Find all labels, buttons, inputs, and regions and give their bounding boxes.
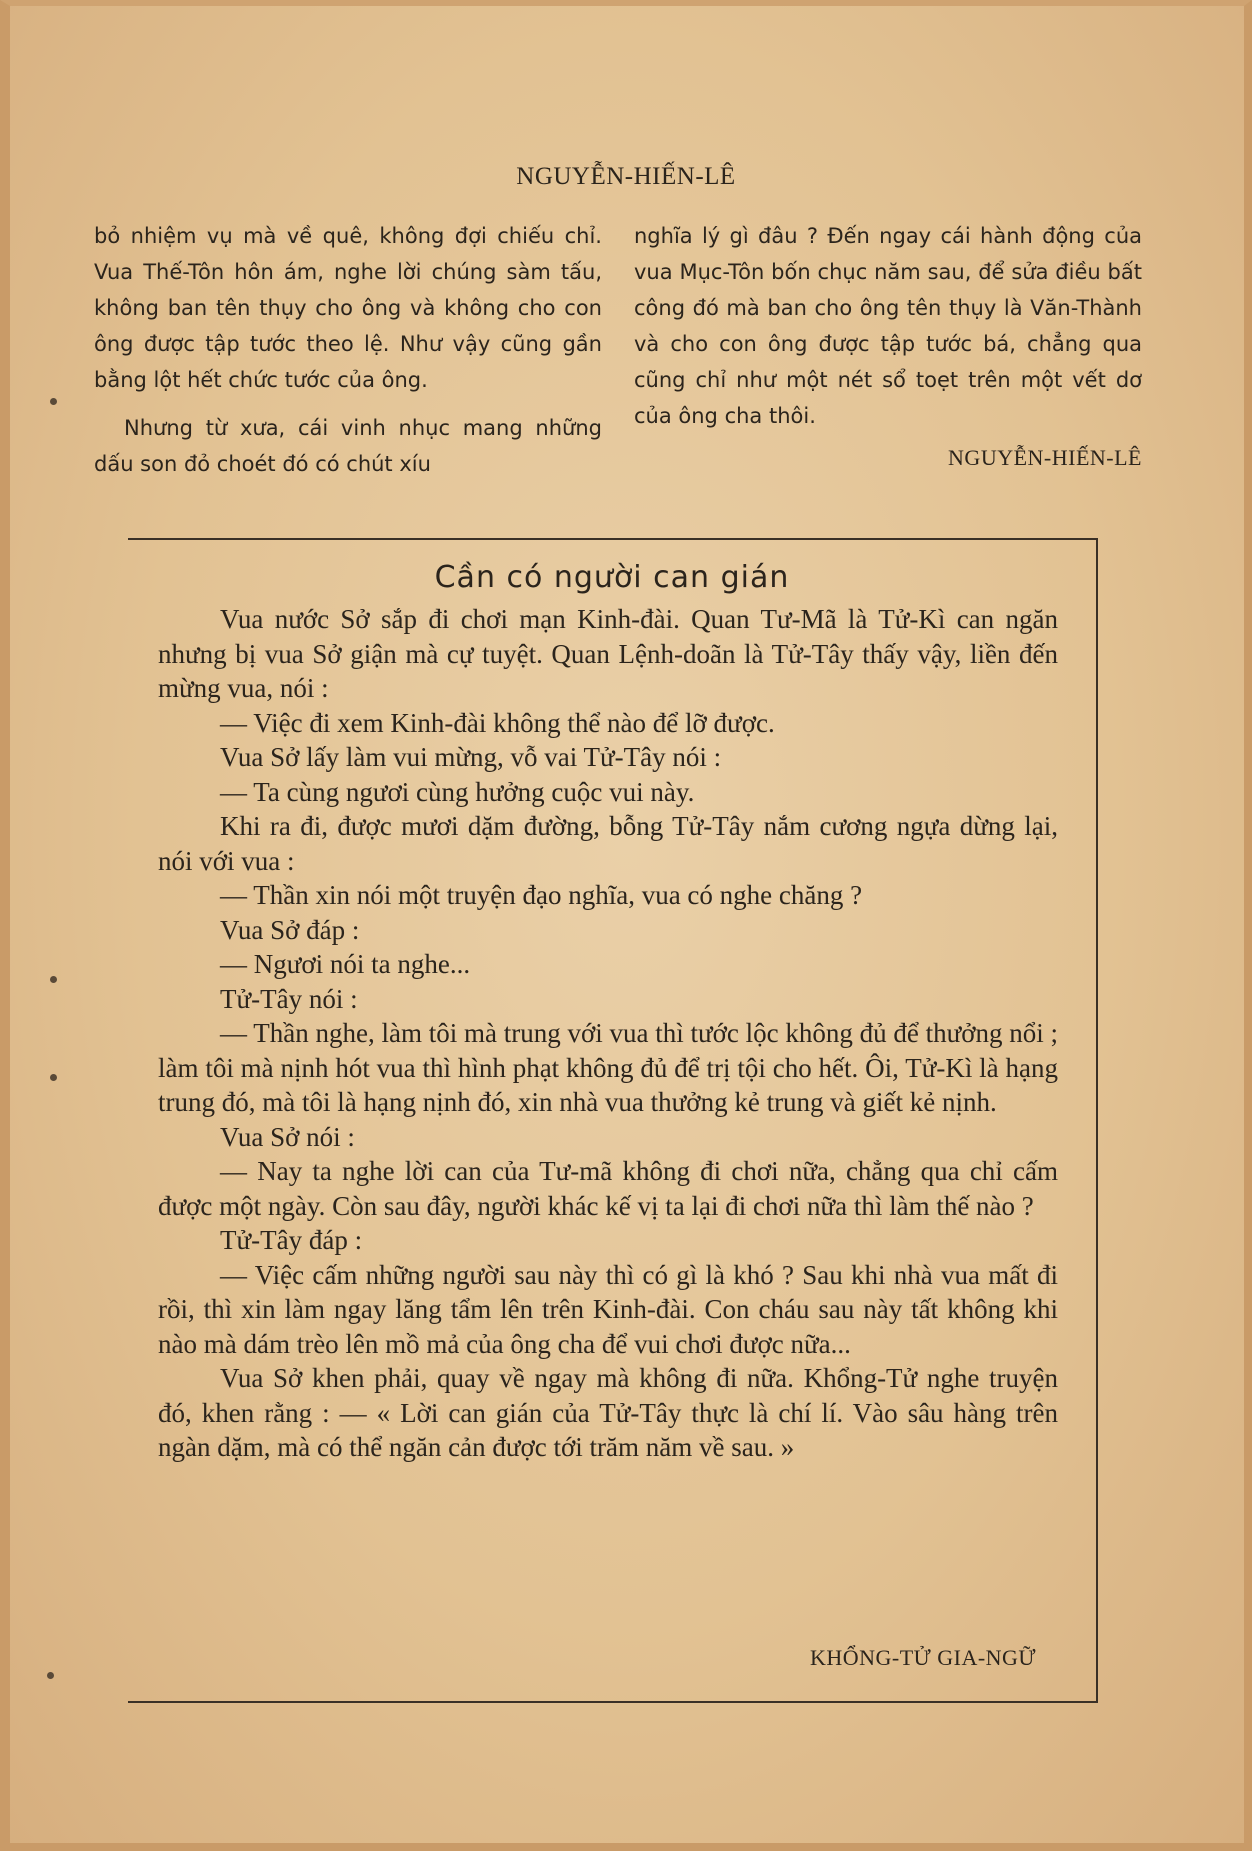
left-paragraph-2: Nhưng từ xưa, cái vinh nhục mang những dấu son đỏ choét đó có chút xíu bbox=[94, 416, 602, 476]
binding-hole-mark bbox=[50, 976, 57, 983]
box-paragraph: — Việc đi xem Kinh-đài không thể nào để lỡ được. bbox=[220, 707, 775, 738]
binding-hole-mark bbox=[47, 1672, 54, 1679]
box-paragraph: Tử-Tây nói : bbox=[220, 983, 358, 1014]
box-paragraph: — Thần nghe, làm tôi mà trung với vua thì tước lộc không đủ để thưởng nổi ; làm tôi mà nịnh hót vua thì hình phạt không đủ để trị tội cho hết. Ôi, Tử-Kì là hạng trung đó, mà tôi là hạng nịnh đó, xin nhà vua thưởng kẻ trung và giết kẻ nịnh. bbox=[158, 1018, 1058, 1117]
right-column bbox=[634, 218, 1142, 476]
article-signature: NGUYỄN-HIẾN-LÊ bbox=[948, 445, 1142, 470]
left-column bbox=[94, 218, 602, 482]
box-source: KHỔNG-TỬ GIA-NGỮ bbox=[809, 1645, 1036, 1670]
binding-hole-mark bbox=[50, 1074, 57, 1081]
box-paragraph: — Ta cùng ngươi cùng hưởng cuộc vui này. bbox=[220, 776, 695, 807]
right-paragraph-1: nghĩa lý gì đâu ? Đến ngay cái hành động của vua Mục-Tôn bốn chục năm sau, để sửa điều bất công đó mà ban cho ông tên thụy là Văn-Thành và cho con ông được tập tước bá, chẳng qua cũng chỉ như một nét sổ toẹt trên một vết dơ của ông cha thôi. bbox=[634, 224, 1142, 428]
box-paragraph: Vua Sở nói : bbox=[220, 1121, 355, 1152]
left-paragraph-1: bỏ nhiệm vụ mà về quê, không đợi chiếu chỉ. Vua Thế-Tôn hôn ám, nghe lời chúng sàm tấu, không ban tên thụy cho ông và không cho con ông được tập tước theo lệ. Như vậy cũng gần bằng lột hết chức tước của ông. bbox=[94, 224, 602, 392]
box-paragraph: Khi ra đi, được mươi dặm đường, bỗng Tử-Tây nắm cương ngựa dừng lại, nói với vua : bbox=[158, 811, 1058, 876]
box-title: Cần có người can gián bbox=[434, 560, 790, 595]
box-paragraph: — Nay ta nghe lời can của Tư-mã không đi chơi nữa, chẳng qua chỉ cấm được một ngày. Còn sau đây, người khác kế vị ta lại đi chơi nữa thì làm thế nào ? bbox=[158, 1156, 1058, 1221]
box-paragraph: — Việc cấm những người sau này thì có gì là khó ? Sau khi nhà vua mất đi rồi, thì xin làm ngay lăng tẩm lên trên Kinh-đài. Con cháu sau này tất không khi nào mà dám trèo lên mồ mả của ông cha để vui chơi được nữa... bbox=[158, 1259, 1058, 1359]
box-paragraph: Tử-Tây đáp : bbox=[220, 1225, 363, 1255]
box-paragraph: — Ngươi nói ta nghe... bbox=[220, 949, 471, 979]
box-paragraph: Vua Sở đáp : bbox=[220, 914, 360, 945]
box-paragraph: — Thần xin nói một truyện đạo nghĩa, vua có nghe chăng ? bbox=[220, 880, 863, 910]
box-paragraph: Vua Sở lấy làm vui mừng, vỗ vai Tử-Tây nói : bbox=[220, 742, 722, 772]
box-body bbox=[158, 602, 1058, 1465]
box-paragraph: Vua Sở khen phải, quay về ngay mà không đi nữa. Khổng-Tử nghe truyện đó, khen rằng : — « Lời can gián của Tử-Tây thực là chí lí. Vào sâu hàng trên ngàn dặm, mà có thể ngăn cản được tới trăm năm về sau. » bbox=[158, 1363, 1058, 1462]
box-paragraph: Vua nước Sở sắp đi chơi mạn Kinh-đài. Quan Tư-Mã là Tử-Kì can ngăn nhưng bị vua Sở giận mà cự tuyệt. Quan Lệnh-doãn là Tử-Tây thấy vậy, liền đến mừng vua, nói : bbox=[158, 604, 1058, 703]
boxed-story bbox=[128, 538, 1098, 1703]
running-head: NGUYỄN-HIẾN-LÊ bbox=[516, 163, 736, 190]
binding-hole-mark bbox=[50, 398, 57, 405]
